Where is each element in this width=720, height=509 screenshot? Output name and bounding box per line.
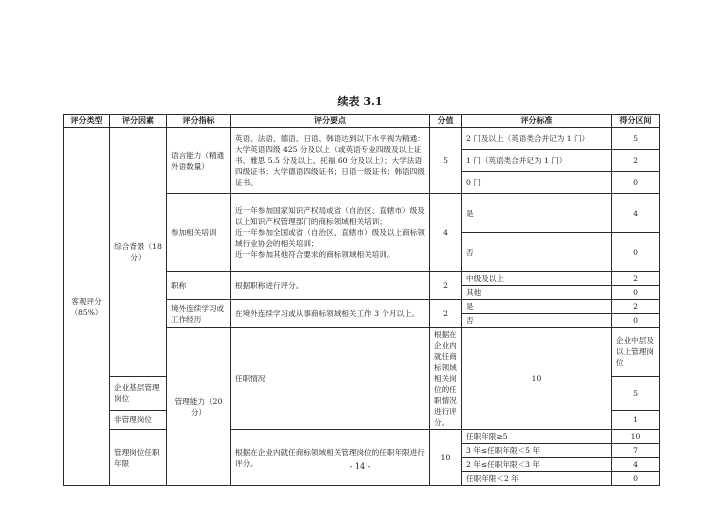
points-cell	[231, 194, 430, 272]
criteria-cell: 任职年限＜2 年	[462, 472, 612, 486]
score-cell: 4	[612, 458, 660, 472]
criteria-cell: 0 门	[462, 172, 612, 194]
factor-management-cell: 管理能力（20 分）	[167, 328, 231, 486]
header-score: 得分区间	[612, 115, 660, 128]
indicator-cell: 职称	[167, 272, 231, 300]
score-cell: 2	[612, 300, 660, 314]
score-cell: 5	[612, 128, 660, 150]
points-cell: 在境外连续学习或从事商标领域相关工作 3 个月以上。	[231, 300, 430, 328]
criteria-cell: 中级及以上	[462, 272, 612, 286]
criteria-cell: 其他	[462, 286, 612, 300]
table-row	[64, 430, 660, 444]
score-cell: 0	[612, 472, 660, 486]
value-cell: 4	[430, 194, 462, 272]
criteria-cell: 是	[462, 194, 612, 233]
header-category: 评分类型	[64, 115, 110, 128]
score-cell: 0	[612, 314, 660, 328]
value-cell: 10	[430, 430, 462, 486]
header-value: 分值	[430, 115, 462, 128]
criteria-cell: 3 年≤任职年限＜5 年	[462, 444, 612, 458]
indicator-cell: 境外连续学习或工作经历	[167, 300, 231, 328]
criteria-cell: 非管理岗位	[110, 410, 167, 429]
score-cell: 10	[612, 430, 660, 444]
score-cell: 5	[612, 376, 660, 410]
score-cell: 0	[612, 233, 660, 272]
points-cell: 英语、法语、德语、日语、韩语达到以下水平视为精通：大学英语四级 425 分及以上（或英语专业四级及以上证书、雅思 5.5 分及以上、托福 60 分及以上）；大学法语四级证书；大学德语四级证书；日语一级证书；韩语四级证书。	[231, 128, 430, 194]
category-cell: 客观评分（85%）	[64, 128, 110, 486]
header-indicator: 评分指标	[167, 115, 231, 128]
criteria-cell: 2 门及以上（英语类合并记为 1 门）	[462, 128, 612, 150]
score-cell: 7	[612, 444, 660, 458]
header-criteria: 评分标准	[462, 115, 612, 128]
criteria-cell: 是	[462, 300, 612, 314]
criteria-cell: 1 门（英语类合并记为 1 门）	[462, 150, 612, 172]
value-cell: 5	[430, 128, 462, 194]
criteria-cell: 否	[462, 314, 612, 328]
header-points: 评分要点	[231, 115, 430, 128]
scoring-table	[63, 114, 660, 486]
score-cell: 0	[612, 286, 660, 300]
value-cell: 10	[462, 328, 612, 430]
points-line: 近一年参加国家知识产权局或省（自治区、直辖市）级及以上知识产权管理部门的商标领域相关培训；	[235, 206, 425, 226]
table-row	[64, 128, 660, 150]
score-cell: 2	[612, 150, 660, 172]
indicator-cell: 参加相关培训	[167, 194, 231, 272]
points-cell: 根据职称进行评分。	[231, 272, 430, 300]
scoring-table-wrapper	[63, 114, 659, 486]
factor-background-cell: 综合背景（18 分）	[110, 128, 167, 377]
indicator-cell: 语言能力（精通外语数量）	[167, 128, 231, 194]
value-cell: 2	[430, 272, 462, 300]
page-number: - 14 -	[349, 462, 371, 471]
points-cell: 根据在企业内就任商标领域相关管理岗位的任职年限进行评分。	[231, 430, 430, 486]
points-line: 近一年参加其他符合要求的商标领域相关培训。	[235, 250, 395, 259]
indicator-cell: 任职情况	[231, 328, 430, 430]
criteria-cell: 企业基层管理岗位	[110, 376, 167, 410]
points-cell: 根据在企业内就任商标领域相关岗位的任职情况进行评分。	[430, 328, 462, 430]
score-cell: 4	[612, 194, 660, 233]
score-cell: 1	[612, 410, 660, 429]
criteria-cell: 否	[462, 233, 612, 272]
header-row	[64, 115, 660, 128]
header-factor: 评分因素	[110, 115, 167, 128]
criteria-cell: 2 年≤任职年限＜3 年	[462, 458, 612, 472]
indicator-cell: 管理岗位任职年限	[110, 430, 167, 486]
points-line: 近一年参加全国或省（自治区、直辖市）级及以上商标领域行业协会的相关培训；	[235, 228, 425, 248]
value-cell: 2	[430, 300, 462, 328]
score-cell: 2	[612, 272, 660, 286]
score-cell: 0	[612, 172, 660, 194]
table-title: 续表 3.1	[337, 95, 383, 108]
criteria-cell: 任职年限≥5	[462, 430, 612, 444]
criteria-cell: 企业中层及以上管理岗位	[612, 328, 660, 377]
